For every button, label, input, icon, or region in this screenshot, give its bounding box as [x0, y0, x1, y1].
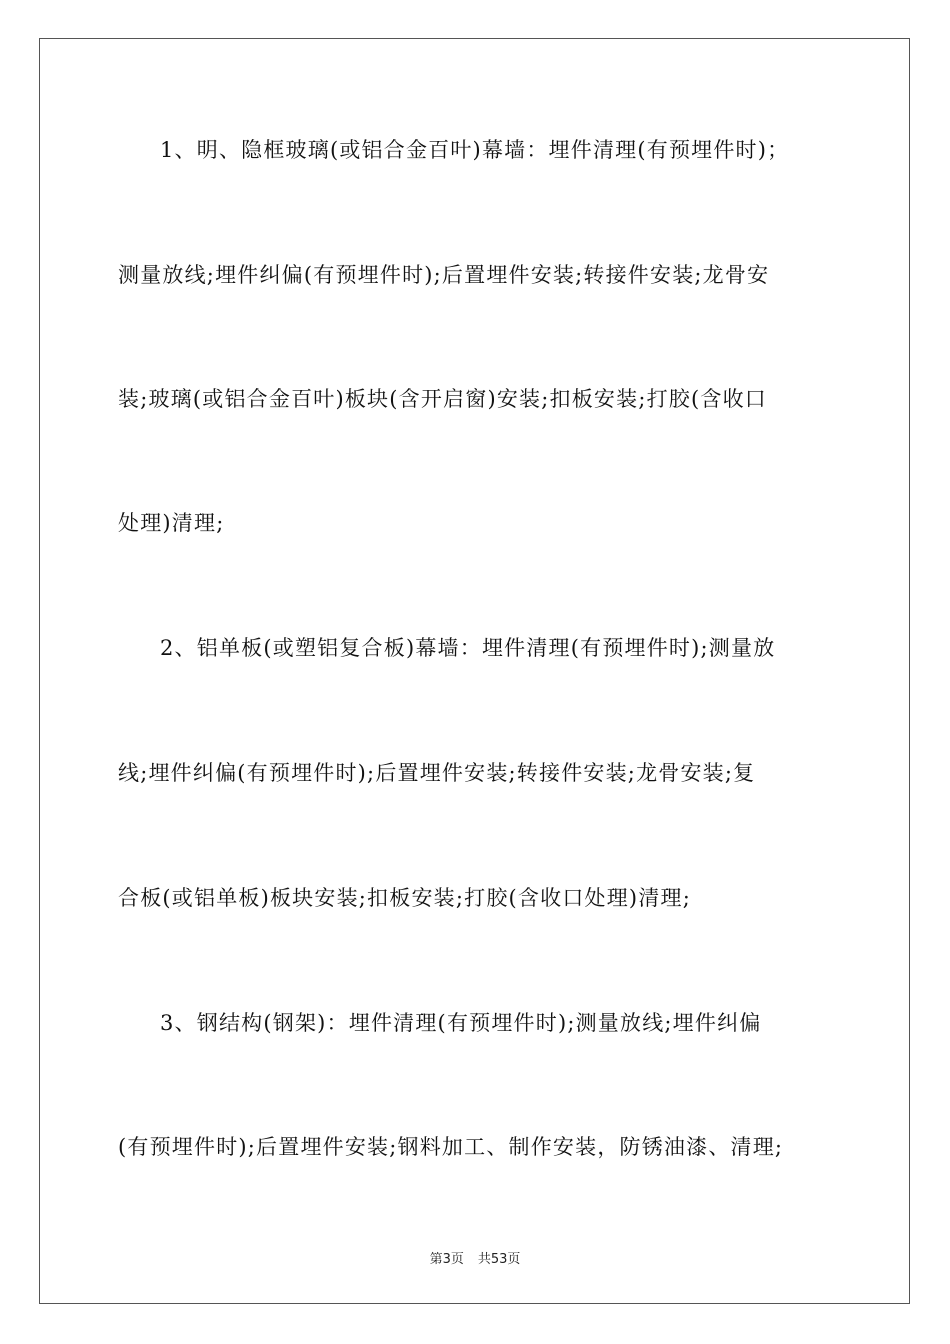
paragraph-2-line-1: 2、铝单板(或塑铝复合板)幕墙：埋件清理(有预埋件时);测量放 [160, 636, 776, 660]
paragraph-3-line-2: (有预埋件时);后置埋件安装;钢料加工、制作安装，防锈油漆、清理; [118, 1135, 784, 1159]
paragraph-2-line-3: 合板(或铝单板)板块安装;扣板安装;打胶(含收口处理)清理; [118, 886, 691, 910]
total-pages: 共53页 [477, 1252, 521, 1267]
page-number: 第3页 [429, 1252, 464, 1267]
paragraph-1-line-2: 测量放线;埋件纠偏(有预埋件时);后置埋件安装;转接件安装;龙骨安 [118, 263, 770, 287]
paragraph-1-line-4: 处理)清理; [118, 511, 225, 535]
page-border [39, 38, 910, 1304]
paragraph-1-line-1: 1、明、隐框玻璃(或铝合金百叶)幕墙：埋件清理(有预埋件时)； [160, 138, 790, 162]
page-footer [0, 1248, 950, 1267]
paragraph-3-line-1: 3、钢结构(钢架)：埋件清理(有预埋件时);测量放线;埋件纠偏 [160, 1011, 762, 1035]
paragraph-2-line-2: 线;埋件纠偏(有预埋件时);后置埋件安装;转接件安装;龙骨安装;复 [118, 761, 756, 785]
paragraph-1-line-3: 装;玻璃(或铝合金百叶)板块(含开启窗)安装;扣板安装;打胶(含收口 [118, 387, 767, 411]
